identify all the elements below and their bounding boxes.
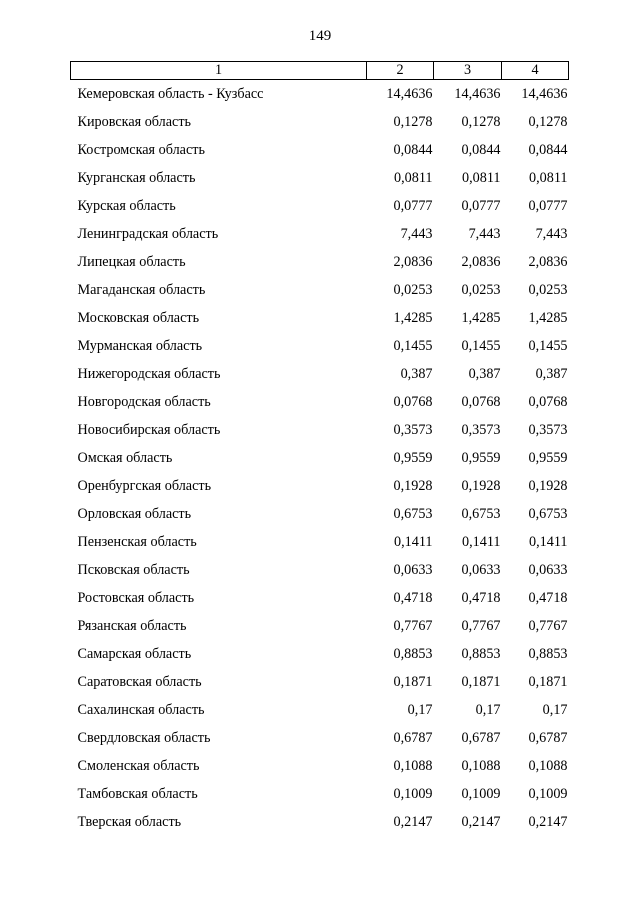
value-col-3-cell: 0,17 <box>475 702 501 718</box>
value-col-3-cell: 0,1411 <box>462 534 501 550</box>
table-row <box>71 500 569 528</box>
table-row <box>71 80 569 109</box>
value-col-3-cell: 0,4718 <box>461 590 501 606</box>
region-name-cell: Орловская область <box>77 506 192 522</box>
value-col-2-cell: 0,1278 <box>393 114 433 130</box>
table-row <box>71 276 569 304</box>
value-col-3-cell: 7,443 <box>468 226 501 242</box>
table-row <box>71 724 569 752</box>
value-col-4-cell: 0,1871 <box>528 674 568 690</box>
region-name-cell: Саратовская область <box>77 674 202 690</box>
value-col-4-cell: 0,0777 <box>528 198 568 214</box>
value-col-2-cell: 0,2147 <box>393 814 433 830</box>
value-col-3-cell: 0,3573 <box>461 422 501 438</box>
value-col-3-cell: 0,1088 <box>461 758 501 774</box>
value-col-4-cell: 0,0253 <box>528 282 568 298</box>
region-name-cell: Смоленская область <box>77 758 200 774</box>
region-name-cell: Мурманская область <box>77 338 203 354</box>
value-col-2-cell: 0,0844 <box>393 142 433 158</box>
value-col-4-cell: 0,1455 <box>528 338 568 354</box>
value-col-3-cell: 0,0777 <box>461 198 501 214</box>
header-col-3: 3 <box>434 62 502 80</box>
value-col-2-cell: 1,4285 <box>393 310 433 326</box>
region-name-cell: Кировская область <box>77 114 192 130</box>
table-row <box>71 696 569 724</box>
table-row <box>71 668 569 696</box>
table-row <box>71 444 569 472</box>
header-col-4: 4 <box>502 62 569 80</box>
table-body <box>71 80 569 837</box>
table-row <box>71 388 569 416</box>
table-row <box>71 108 569 136</box>
value-col-3-cell: 0,1455 <box>461 338 501 354</box>
value-col-3-cell: 0,0633 <box>461 562 501 578</box>
table-row <box>71 752 569 780</box>
value-col-2-cell: 0,1871 <box>393 674 433 690</box>
value-col-2-cell: 0,1088 <box>393 758 433 774</box>
value-col-2-cell: 2,0836 <box>393 254 433 270</box>
region-name-cell: Костромская область <box>77 142 205 158</box>
value-col-4-cell: 0,1411 <box>529 534 568 550</box>
table-row <box>71 472 569 500</box>
value-col-2-cell: 0,0253 <box>393 282 433 298</box>
table-row <box>71 164 569 192</box>
value-col-4-cell: 0,0811 <box>529 170 568 186</box>
header-col-1: 1 <box>71 62 367 80</box>
value-col-4-cell: 0,4718 <box>528 590 568 606</box>
value-col-2-cell: 0,1928 <box>393 478 433 494</box>
region-name-cell: Свердловская область <box>77 730 211 746</box>
value-col-3-cell: 0,6787 <box>461 730 501 746</box>
value-col-4-cell: 0,1928 <box>528 478 568 494</box>
table-row <box>71 332 569 360</box>
value-col-2-cell: 14,4636 <box>386 86 433 102</box>
value-col-4-cell: 7,443 <box>535 226 568 242</box>
value-col-3-cell: 0,1871 <box>461 674 501 690</box>
value-col-3-cell: 0,0811 <box>462 170 501 186</box>
table-row <box>71 416 569 444</box>
value-col-3-cell: 0,9559 <box>461 450 501 466</box>
value-col-4-cell: 0,6753 <box>528 506 568 522</box>
region-name-cell: Курская область <box>77 198 176 214</box>
region-name-cell: Пензенская область <box>77 534 197 550</box>
table-row <box>71 640 569 668</box>
value-col-2-cell: 0,0777 <box>393 198 433 214</box>
region-name-cell: Тверская область <box>77 814 182 830</box>
table-row <box>71 808 569 836</box>
region-name-cell: Липецкая область <box>77 254 186 270</box>
region-name-cell: Омская область <box>77 450 173 466</box>
value-col-3-cell: 0,387 <box>468 366 501 382</box>
value-col-2-cell: 0,3573 <box>393 422 433 438</box>
value-col-2-cell: 0,0811 <box>394 170 433 186</box>
region-name-cell: Кемеровская область - Кузбасс <box>77 86 264 102</box>
value-col-2-cell: 0,0633 <box>393 562 433 578</box>
value-col-2-cell: 0,1455 <box>393 338 433 354</box>
table-row <box>71 220 569 248</box>
value-col-3-cell: 14,4636 <box>454 86 501 102</box>
region-name-cell: Ленинградская область <box>77 226 219 242</box>
value-col-3-cell: 0,1278 <box>461 114 501 130</box>
region-name-cell: Московская область <box>77 310 200 326</box>
data-table <box>70 61 569 836</box>
value-col-3-cell: 0,7767 <box>461 618 501 634</box>
table-row <box>71 528 569 556</box>
value-col-2-cell: 0,17 <box>407 702 433 718</box>
table-row <box>71 780 569 808</box>
value-col-4-cell: 0,1278 <box>528 114 568 130</box>
region-name-cell: Самарская область <box>77 646 192 662</box>
value-col-4-cell: 0,1009 <box>528 786 568 802</box>
value-col-4-cell: 0,387 <box>535 366 568 382</box>
value-col-2-cell: 0,387 <box>400 366 433 382</box>
region-name-cell: Псковская область <box>77 562 190 578</box>
value-col-4-cell: 0,17 <box>542 702 568 718</box>
table-row <box>71 360 569 388</box>
value-col-4-cell: 2,0836 <box>528 254 568 270</box>
value-col-2-cell: 0,6753 <box>393 506 433 522</box>
value-col-3-cell: 0,0768 <box>461 394 501 410</box>
region-name-cell: Новгородская область <box>77 394 211 410</box>
value-col-4-cell: 0,7767 <box>528 618 568 634</box>
value-col-4-cell: 0,0768 <box>528 394 568 410</box>
header-row <box>71 62 569 80</box>
region-name-cell: Магаданская область <box>77 282 206 298</box>
value-col-3-cell: 0,1009 <box>461 786 501 802</box>
region-name-cell: Нижегородская область <box>77 366 221 382</box>
value-col-4-cell: 0,9559 <box>528 450 568 466</box>
region-name-cell: Сахалинская область <box>77 702 205 718</box>
table-row <box>71 304 569 332</box>
table-row <box>71 248 569 276</box>
value-col-2-cell: 0,4718 <box>393 590 433 606</box>
table-header <box>71 62 569 80</box>
table-row <box>71 192 569 220</box>
region-name-cell: Рязанская область <box>77 618 187 634</box>
value-col-2-cell: 0,1009 <box>393 786 433 802</box>
value-col-2-cell: 0,7767 <box>393 618 433 634</box>
value-col-4-cell: 0,0844 <box>528 142 568 158</box>
value-col-2-cell: 0,9559 <box>393 450 433 466</box>
region-name-cell: Новосибирская область <box>77 422 221 438</box>
value-col-3-cell: 0,6753 <box>461 506 501 522</box>
page-number: 149 <box>308 28 332 44</box>
value-col-2-cell: 0,0768 <box>393 394 433 410</box>
value-col-3-cell: 1,4285 <box>461 310 501 326</box>
table-row <box>71 136 569 164</box>
table-row <box>71 556 569 584</box>
region-name-cell: Оренбургская область <box>77 478 212 494</box>
region-name-cell: Тамбовская область <box>77 786 198 802</box>
value-col-2-cell: 0,1411 <box>394 534 433 550</box>
table-row <box>71 584 569 612</box>
value-col-3-cell: 2,0836 <box>461 254 501 270</box>
table-row <box>71 612 569 640</box>
value-col-3-cell: 0,8853 <box>461 646 501 662</box>
value-col-4-cell: 1,4285 <box>528 310 568 326</box>
value-col-4-cell: 14,4636 <box>521 86 568 102</box>
header-col-2: 2 <box>367 62 434 80</box>
value-col-4-cell: 0,6787 <box>528 730 568 746</box>
value-col-4-cell: 0,3573 <box>528 422 568 438</box>
value-col-2-cell: 0,6787 <box>393 730 433 746</box>
value-col-3-cell: 0,2147 <box>461 814 501 830</box>
value-col-3-cell: 0,1928 <box>461 478 501 494</box>
value-col-3-cell: 0,0253 <box>461 282 501 298</box>
region-name-cell: Ростовская область <box>77 590 195 606</box>
value-col-4-cell: 0,8853 <box>528 646 568 662</box>
value-col-2-cell: 7,443 <box>400 226 433 242</box>
value-col-4-cell: 0,1088 <box>528 758 568 774</box>
region-name-cell: Курганская область <box>77 170 196 186</box>
value-col-4-cell: 0,2147 <box>528 814 568 830</box>
value-col-4-cell: 0,0633 <box>528 562 568 578</box>
value-col-3-cell: 0,0844 <box>461 142 501 158</box>
value-col-2-cell: 0,8853 <box>393 646 433 662</box>
